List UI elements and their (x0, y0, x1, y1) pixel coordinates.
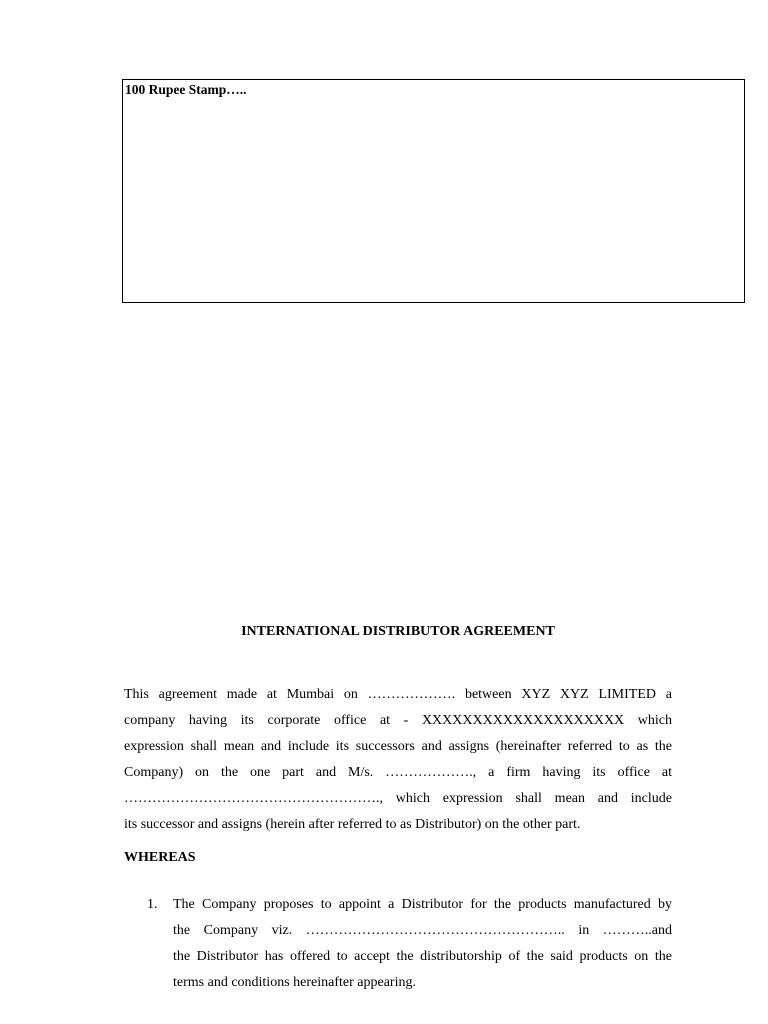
document-title: INTERNATIONAL DISTRIBUTOR AGREEMENT (241, 624, 555, 639)
intro-line: ………………………………………………., which expression shall mean and include (124, 791, 672, 806)
item-line: terms and conditions hereinafter appearing. (173, 975, 416, 990)
stamp-label: 100 Rupee Stamp….. (125, 82, 247, 97)
intro-line: company having its corporate office at - XXXXXXXXXXXXXXXXXXXX which (124, 713, 672, 728)
intro-line: Company) on the one part and M/s. ………………., a firm having its office at (124, 765, 672, 780)
item-number: 1. (147, 897, 158, 912)
item-line: The Company proposes to appoint a Distributor for the products manufactured by (173, 897, 672, 912)
item-line: the Distributor has offered to accept the distributorship of the said products on the (173, 949, 672, 964)
intro-line: its successor and assigns (herein after referred to as Distributor) on the other part. (124, 817, 581, 832)
intro-line: expression shall mean and include its successors and assigns (hereinafter referred to as the (124, 739, 672, 754)
intro-line: This agreement made at Mumbai on ………………. between XYZ XYZ LIMITED a (124, 687, 672, 702)
item-line: the Company viz. ……………………………………………….. in ………..and (173, 923, 672, 938)
stamp-box (122, 79, 745, 303)
whereas-heading: WHEREAS (124, 850, 196, 865)
